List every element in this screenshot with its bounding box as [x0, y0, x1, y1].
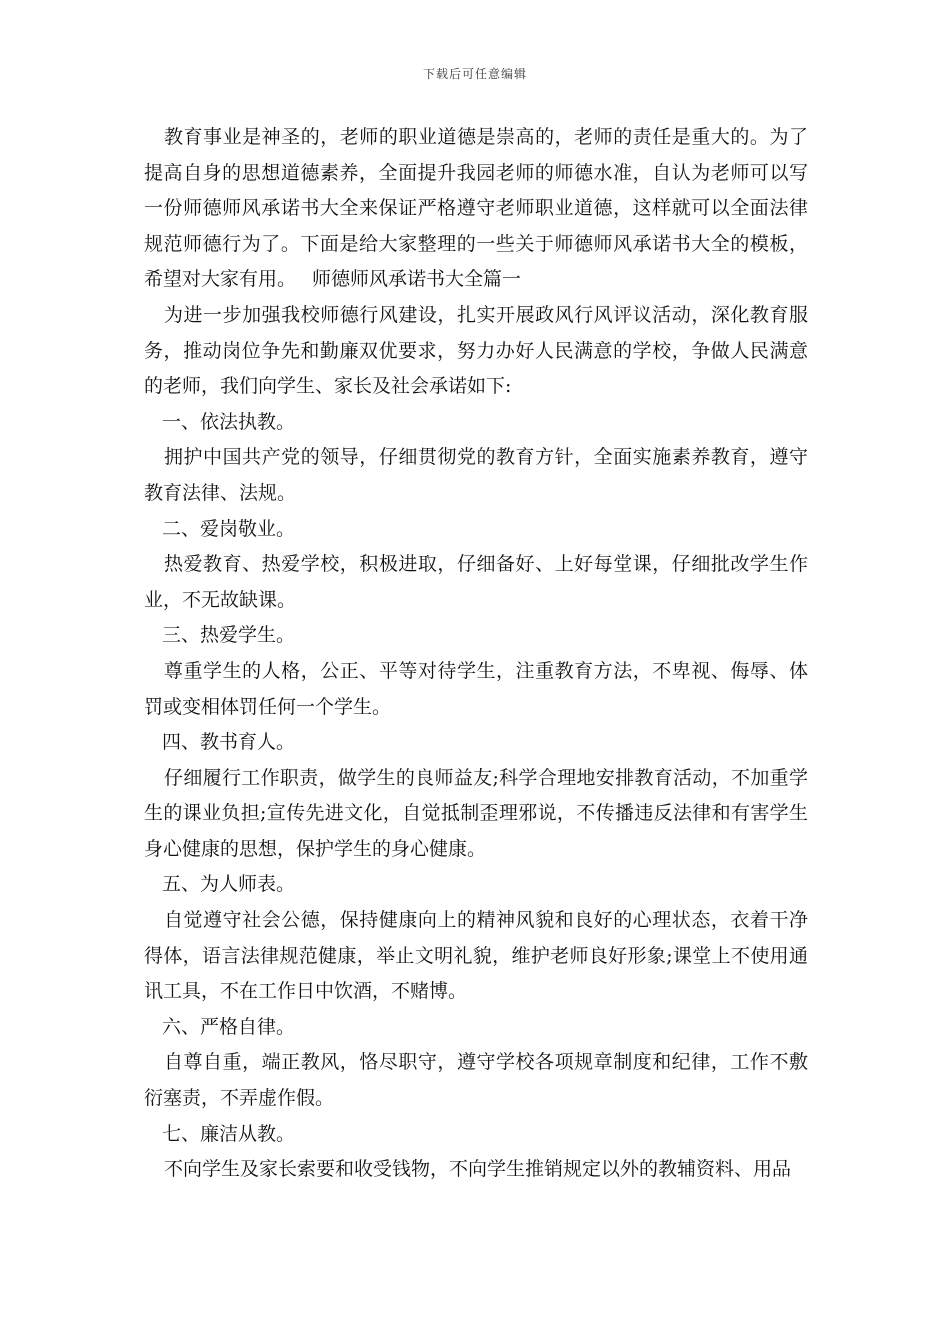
item-heading-2: 二、爱岗敬业。: [162, 517, 296, 540]
intro-text: 教育事业是神圣的，老师的职业道德是崇高的，老师的责任是重大的。为了提高自身的思想道德素养，全面提升我园老师的师德水准，自认为老师可以写一份师德师风承诺书大全来保证严格遵守老师职业道德，这样就可以全面法律规范师德行为了。下面是给大家整理的一些关于师德师风承诺书大全的模板，希望对大家有用。: [144, 126, 808, 291]
item-heading-1: 一、依法执教。: [162, 410, 296, 433]
document-body: [144, 120, 808, 1188]
item-text-7: 不向学生及家长索要和收受钱物，不向学生推销规定以外的教辅资料、用品: [164, 1158, 792, 1181]
intro-paragraph: [144, 120, 808, 298]
item-heading-7: 七、廉洁从教。: [162, 1122, 296, 1145]
item-text-3: 尊重学生的人格，公正、平等对待学生，注重教育方法，不卑视、侮辱、体罚或变相体罚任何一个学生。: [144, 659, 808, 718]
item-heading-4: 四、教书育人。: [162, 731, 296, 754]
header-note: 下载后可任意编辑: [422, 67, 527, 81]
item-heading-5: 五、为人师表。: [162, 873, 296, 896]
section-title: 师德师风承诺书大全篇一: [312, 268, 522, 291]
item-text-4: 仔细履行工作职责，做学生的良师益友;科学合理地安排教育活动，不加重学生的课业负担;宣传先进文化，自觉抵制歪理邪说，不传播违反法律和有害学生身心健康的思想，保护学生的身心健康。: [144, 766, 808, 860]
item-text-1: 拥护中国共产党的领导，仔细贯彻党的教育方针，全面实施素养教育，遵守教育法律、法规。: [144, 446, 808, 504]
opening-paragraph: 为进一步加强我校师德行风建设，扎实开展政风行风评议活动，深化教育服务，推动岗位争先和勤廉双优要求，努力办好人民满意的学校，争做人民满意的老师，我们向学生、家长及社会承诺如下:: [144, 303, 808, 398]
item-text-5: 自觉遵守社会公德，保持健康向上的精神风貌和良好的心理状态，衣着干净得体，语言法律规范健康，举止文明礼貌，维护老师良好形象;课堂上不使用通讯工具，不在工作日中饮酒，不赌博。: [144, 909, 808, 1003]
item-text-6: 自尊自重，端正教风，恪尽职守，遵守学校各项规章制度和纪律，工作不敷衍塞责，不弄虚作假。: [144, 1051, 808, 1110]
item-heading-6: 六、严格自律。: [162, 1015, 296, 1038]
item-text-2: 热爱教育、热爱学校，积极进取，仔细备好、上好每堂课，仔细批改学生作业，不无故缺课。: [144, 553, 808, 611]
item-heading-3: 三、热爱学生。: [162, 624, 296, 647]
